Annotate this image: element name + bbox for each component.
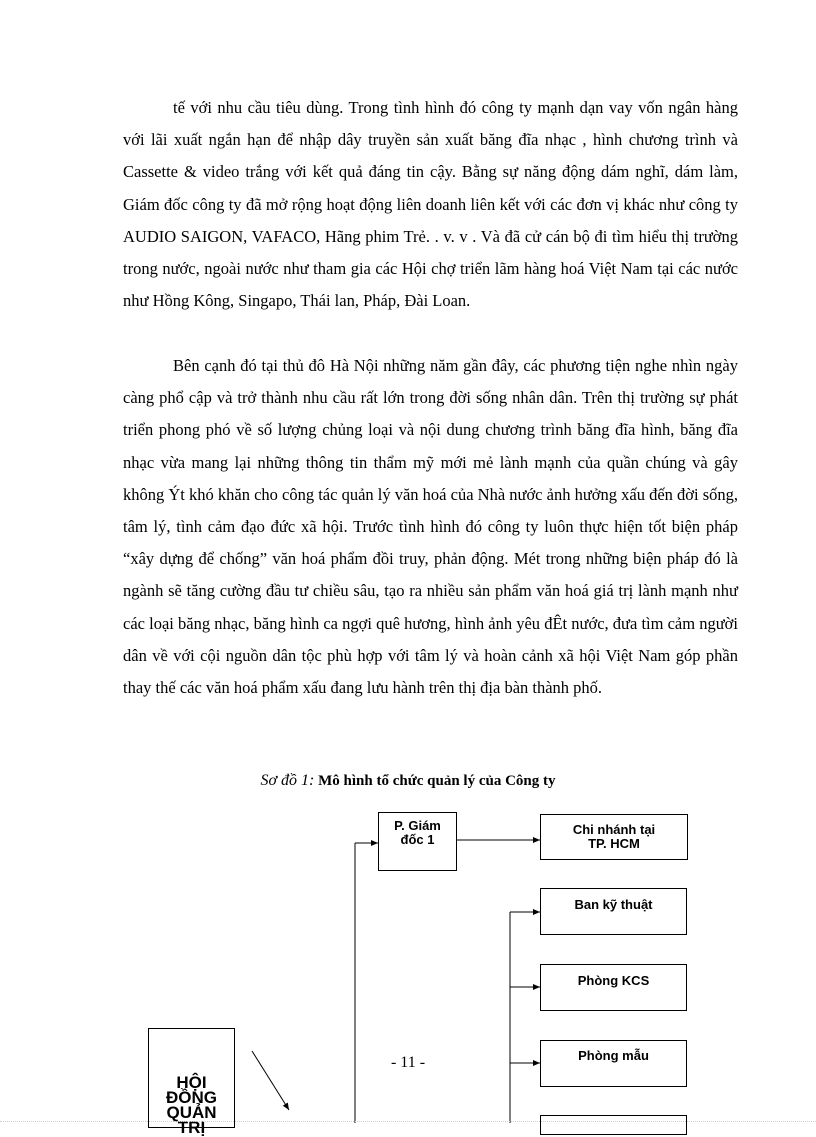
paragraph-1: tế với nhu cầu tiêu dùng. Trong tình hình đó công ty mạnh dạn vay vốn ngân hàng với lãi xuất ngắn hạn để nhập dây truyền sản xuất băng đĩa nhạc , hình chương trình và Cassette & video trắng với kết quả đáng tin cậy. Bằng sự năng động dám nghĩ, dám làm, Giám đốc công ty đã mở rộng hoạt động liên doanh liên kết với các đơn vị khác như công ty AUDIO SAIGON, VAFACO, Hãng phim Trẻ. . v. v . Và đã cử cán bộ đi tìm hiểu thị trường trong nước, ngoài nước như tham gia các Hội chợ triển lãm hàng hoá Việt Nam tại các nước như Hồng Kông, Singapo, Thái lan, Pháp, Đài Loan. <box>123 98 738 311</box>
box-branch-hcm <box>540 814 688 860</box>
box-kcs-department <box>540 964 687 1011</box>
board-line-3: QUẢN <box>166 1103 217 1122</box>
page-bottom-border <box>0 1121 816 1122</box>
box-management-board <box>148 1028 235 1137</box>
branch-line-2: TP. HCM <box>588 836 640 851</box>
caption-text: Mô hình tổ chức quản lý của Công ty <box>314 773 556 789</box>
tech-label: Ban kỹ thuật <box>574 897 653 912</box>
board-line-1: HỘI <box>176 1073 207 1092</box>
box-deputy-director-1 <box>378 812 457 871</box>
board-line-2: ĐỒNG <box>166 1088 217 1107</box>
caption-label: Sơ đồ 1: <box>260 772 315 789</box>
board-line-4: TRỊ <box>177 1118 206 1137</box>
page-number: - 11 - <box>390 1054 426 1071</box>
sample-label: Phòng mẫu <box>578 1048 649 1063</box>
box-technical-board <box>540 888 687 935</box>
paragraph-2: Bên cạnh đó tại thủ đô Hà Nội những năm gần đây, các phương tiện nghe nhìn ngày càng phổ cập và trở thành nhu cầu rất lớn trong đời sống nhân dân. Trên thị trường sự phát triển phong phó về số lượng chủng loại và nội dung chương trình băng đĩa hình, băng đĩa nhạc vừa mang lại những thông tin thẩm mỹ mới mẻ lành mạnh của quần chúng và gây không Ýt khó khăn cho công tác quản lý văn hoá của Nhà nước ảnh hưởng xấu đến đời sống, tâm lý, tình cảm đạo đức xã hội. Trước tình hình đó công ty luôn thực hiện tốt biện pháp “xây dựng để chống” văn hoá phẩm đồi truy, phản động. Mét trong những biện pháp đó là ngành sẽ tăng cường đầu tư chiều sâu, tạo ra nhiều sản phẩm văn hoá giá trị lành mạnh như các loại băng nhạc, băng hình ca ngợi quê hương, hình ảnh yêu đÊt nước, đưa tìm cảm người dân về với cội nguồn dân tộc phù hợp với tâm lý và hoàn cảnh xã hội Việt Nam góp phần thay thế các văn hoá phẩm xấu đang lưu hành trên thị địa bàn thành phố. <box>123 356 739 698</box>
box-partial-bottom <box>540 1115 687 1135</box>
deputy-line-2: đốc 1 <box>400 832 435 847</box>
deputy-line-1: P. Giám <box>394 818 441 833</box>
branch-line-1: Chi nhánh tại <box>572 822 656 837</box>
kcs-label: Phòng KCS <box>577 973 650 988</box>
